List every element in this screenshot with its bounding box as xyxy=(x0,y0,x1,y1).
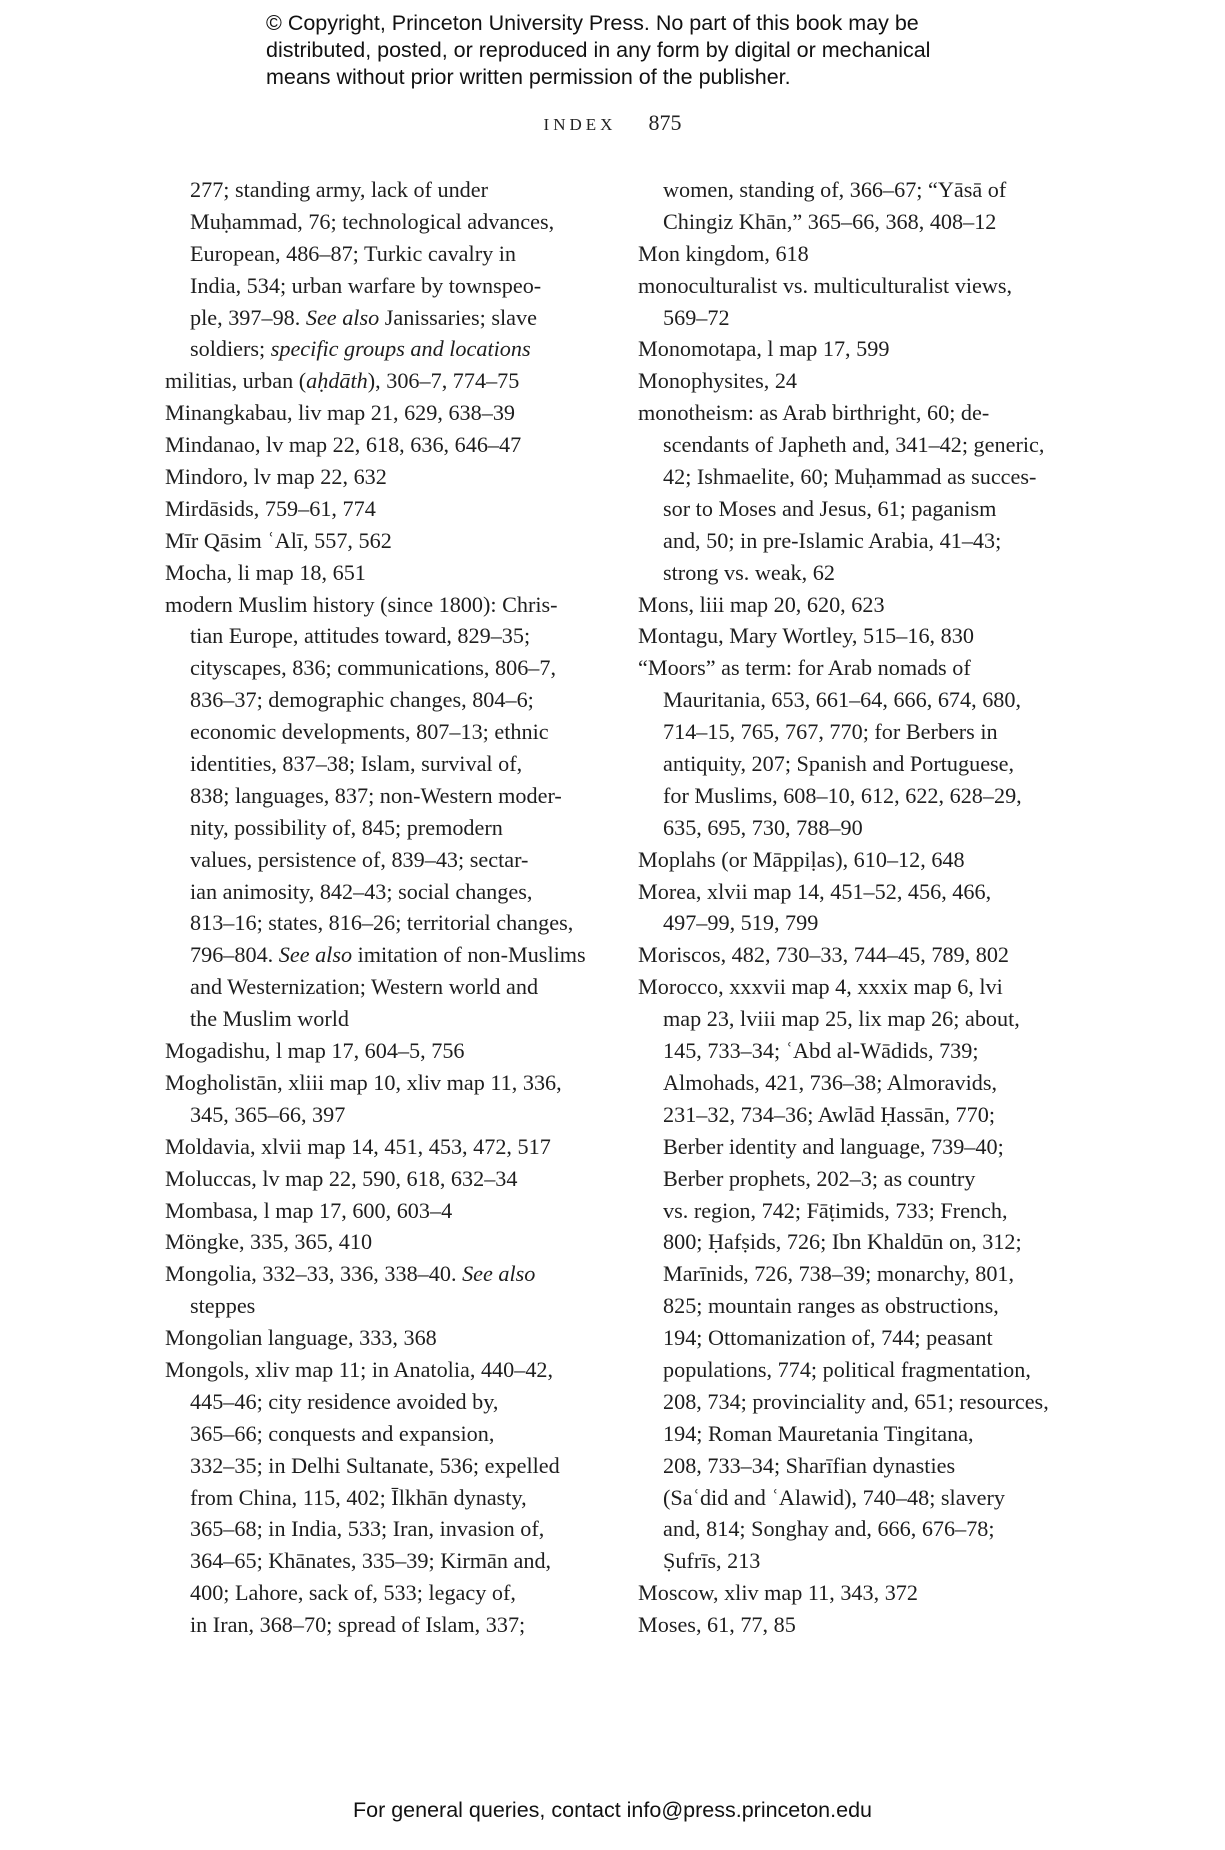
index-entry: Möngke, 335, 365, 410 xyxy=(165,1229,373,1255)
copyright-line: © Copyright, Princeton University Press. No part of this book may be xyxy=(266,11,919,35)
index-subline: 42; Ishmaelite, 60; Muḥammad as succes- xyxy=(663,464,1037,490)
index-subline: European, 486–87; Turkic cavalry in xyxy=(190,240,516,266)
index-subline: ian animosity, 842–43; social changes, xyxy=(190,878,533,904)
index-subline: 208, 733–34; Sharīfian dynasties xyxy=(663,1452,956,1478)
index-entry: Mindoro, lv map 22, 632 xyxy=(165,464,387,490)
index-entry: Monophysites, 24 xyxy=(638,368,798,394)
index-subline: 332–35; in Delhi Sultanate, 536; expelled xyxy=(190,1452,560,1478)
footer-contact: For general queries, contact info@press.princeton.edu xyxy=(352,1798,872,1822)
section-label: INDEX xyxy=(543,115,617,134)
index-subline: 800; Ḥafṣids, 726; Ibn Khaldūn on, 312; xyxy=(663,1229,1022,1255)
index-entry: Mindanao, lv map 22, 618, 636, 646–47 xyxy=(165,432,522,458)
index-entry: Mīr Qāsim ʿAlī, 557, 562 xyxy=(165,527,392,553)
index-subline: antiquity, 207; Spanish and Portuguese, xyxy=(663,751,1015,777)
index-subline: women, standing of, 366–67; “Yāsā of xyxy=(663,177,1007,202)
index-subline: and, 814; Songhay and, 666, 676–78; xyxy=(663,1516,995,1542)
copyright-notice xyxy=(266,10,1026,91)
index-subline: 231–32, 734–36; Awlād Ḥassān, 770; xyxy=(663,1101,995,1127)
index-subline: sor to Moses and Jesus, 61; paganism xyxy=(663,495,997,521)
index-column-left xyxy=(165,174,595,1641)
index-subline: Berber prophets, 202–3; as country xyxy=(663,1165,976,1191)
index-subline: populations, 774; political fragmentation, xyxy=(663,1356,1031,1382)
index-subline: scendants of Japheth and, 341–42; generic, xyxy=(663,432,1045,458)
index-subline: Mauritania, 653, 661–64, 666, 674, 680, xyxy=(663,687,1022,713)
index-subline: 445–46; city residence avoided by, xyxy=(190,1388,499,1414)
index-subline: 836–37; demographic changes, 804–6; xyxy=(190,687,534,713)
index-entry: Moriscos, 482, 730–33, 744–45, 789, 802 xyxy=(638,942,1010,968)
index-subline: 364–65; Khānates, 335–39; Kirmān and, xyxy=(190,1548,552,1574)
index-entry: Minangkabau, liv map 21, 629, 638–39 xyxy=(165,400,516,426)
index-subline: nity, possibility of, 845; premodern xyxy=(190,814,503,840)
index-entry: Mongolian language, 333, 368 xyxy=(165,1325,437,1351)
index-entry: Moses, 61, 77, 85 xyxy=(638,1612,796,1638)
index-entry: monoculturalist vs. multiculturalist views, xyxy=(638,272,1013,298)
index-subline: 497–99, 519, 799 xyxy=(663,910,819,936)
index-subline: 194; Roman Mauretania Tingitana, xyxy=(663,1420,974,1446)
index-subline: 838; languages, 837; non-Western moder- xyxy=(190,782,562,808)
index-subline: ple, 397–98. See also Janissaries; slave xyxy=(190,304,537,330)
index-subline: Chingiz Khān,” 365–66, 368, 408–12 xyxy=(663,208,997,234)
index-subline: map 23, lviii map 25, lix map 26; about, xyxy=(663,1006,1020,1032)
index-subline: 345, 365–66, 397 xyxy=(190,1101,346,1127)
index-entry: Moplahs (or Māppiḷas), 610–12, 648 xyxy=(638,846,965,872)
index-subline: for Muslims, 608–10, 612, 622, 628–29, xyxy=(663,782,1022,808)
index-subline: vs. region, 742; Fāṭimids, 733; French, xyxy=(663,1197,1008,1223)
index-subline: (Saʿdid and ʿAlawid), 740–48; slavery xyxy=(663,1484,1005,1510)
index-entry: Morocco, xxxvii map 4, xxxix map 6, lvi xyxy=(638,974,1003,1000)
index-entry: monotheism: as Arab birthright, 60; de- xyxy=(638,400,990,426)
index-subline: Almohads, 421, 736–38; Almoravids, xyxy=(663,1069,998,1095)
copyright-line: distributed, posted, or reproduced in any form by digital or mechanical xyxy=(266,38,931,62)
index-subline: cityscapes, 836; communications, 806–7, xyxy=(190,655,557,681)
index-subline: economic developments, 807–13; ethnic xyxy=(190,719,549,745)
index-subline: Ṣufrīs, 213 xyxy=(663,1548,761,1574)
index-subline: identities, 837–38; Islam, survival of, xyxy=(190,751,523,777)
index-subline: the Muslim world xyxy=(190,1006,350,1032)
index-entry: Mongols, xliv map 11; in Anatolia, 440–42, xyxy=(165,1356,554,1382)
index-subline: values, persistence of, 839–43; sectar- xyxy=(190,846,529,872)
index-entry: Mogholistān, xliii map 10, xliv map 11, 336, xyxy=(165,1069,562,1095)
page-number: 875 xyxy=(648,110,682,135)
index-subline: 365–66; conquests and expansion, xyxy=(190,1420,495,1446)
index-subline: 365–68; in India, 533; Iran, invasion of, xyxy=(190,1516,545,1542)
index-entry: Moldavia, xlvii map 14, 451, 453, 472, 517 xyxy=(165,1133,551,1159)
index-entry: modern Muslim history (since 1800): Chris- xyxy=(165,591,558,617)
index-subline: 277; standing army, lack of under xyxy=(190,177,489,202)
index-subline: strong vs. weak, 62 xyxy=(663,559,835,585)
index-subline: 194; Ottomanization of, 744; peasant xyxy=(663,1325,993,1351)
index-entry: Mombasa, l map 17, 600, 603–4 xyxy=(165,1197,453,1223)
index-subline: 569–72 xyxy=(663,304,730,330)
index-entry: Monomotapa, l map 17, 599 xyxy=(638,336,890,362)
index-entry: Mirdāsids, 759–61, 774 xyxy=(165,495,376,521)
index-subline: Muḥammad, 76; technological advances, xyxy=(190,208,555,234)
index-subline: Marīnids, 726, 738–39; monarchy, 801, xyxy=(663,1261,1015,1287)
index-entry: Mongolia, 332–33, 336, 338–40. See also xyxy=(165,1261,536,1287)
index-entry: militias, urban (aḥdāth), 306–7, 774–75 xyxy=(165,368,520,394)
index-subline: 714–15, 765, 767, 770; for Berbers in xyxy=(663,719,998,745)
index-subline: 400; Lahore, sack of, 533; legacy of, xyxy=(190,1580,516,1606)
index-subline: 813–16; states, 816–26; territorial changes, xyxy=(190,910,574,936)
index-subline: 796–804. See also imitation of non-Muslims xyxy=(190,942,586,968)
index-entry: Morea, xlvii map 14, 451–52, 456, 466, xyxy=(638,878,992,904)
index-entry: Mogadishu, l map 17, 604–5, 756 xyxy=(165,1038,465,1064)
index-subline: and Westernization; Western world and xyxy=(190,974,539,1000)
index-entry: Moscow, xliv map 11, 343, 372 xyxy=(638,1580,918,1606)
index-subline: from China, 115, 402; Īlkhān dynasty, xyxy=(190,1484,527,1510)
index-subline: and, 50; in pre-Islamic Arabia, 41–43; xyxy=(663,527,1002,553)
index-subline: 145, 733–34; ʿAbd al-Wādids, 739; xyxy=(663,1038,979,1064)
copyright-line: means without prior written permission of the publisher. xyxy=(266,65,791,89)
index-subline: 208, 734; provinciality and, 651; resources, xyxy=(663,1388,1049,1414)
index-subline: 825; mountain ranges as obstructions, xyxy=(663,1293,999,1319)
index-subline: 635, 695, 730, 788–90 xyxy=(663,814,863,840)
index-entry: Mons, liii map 20, 620, 623 xyxy=(638,591,885,617)
index-entry: Montagu, Mary Wortley, 515–16, 830 xyxy=(638,623,974,649)
index-subline: India, 534; urban warfare by townspeo- xyxy=(190,272,542,298)
index-column-right xyxy=(638,174,1068,1641)
index-entry: “Moors” as term: for Arab nomads of xyxy=(638,655,971,681)
index-entry: Moluccas, lv map 22, 590, 618, 632–34 xyxy=(165,1165,518,1191)
index-subline: steppes xyxy=(190,1293,256,1319)
running-head xyxy=(0,110,1225,136)
index-subline: in Iran, 368–70; spread of Islam, 337; xyxy=(190,1612,526,1638)
index-subline: tian Europe, attitudes toward, 829–35; xyxy=(190,623,531,649)
index-entry: Mon kingdom, 618 xyxy=(638,240,809,266)
index-entry: Mocha, li map 18, 651 xyxy=(165,559,366,585)
index-subline: Berber identity and language, 739–40; xyxy=(663,1133,1004,1159)
index-subline: soldiers; specific groups and locations xyxy=(190,336,531,362)
